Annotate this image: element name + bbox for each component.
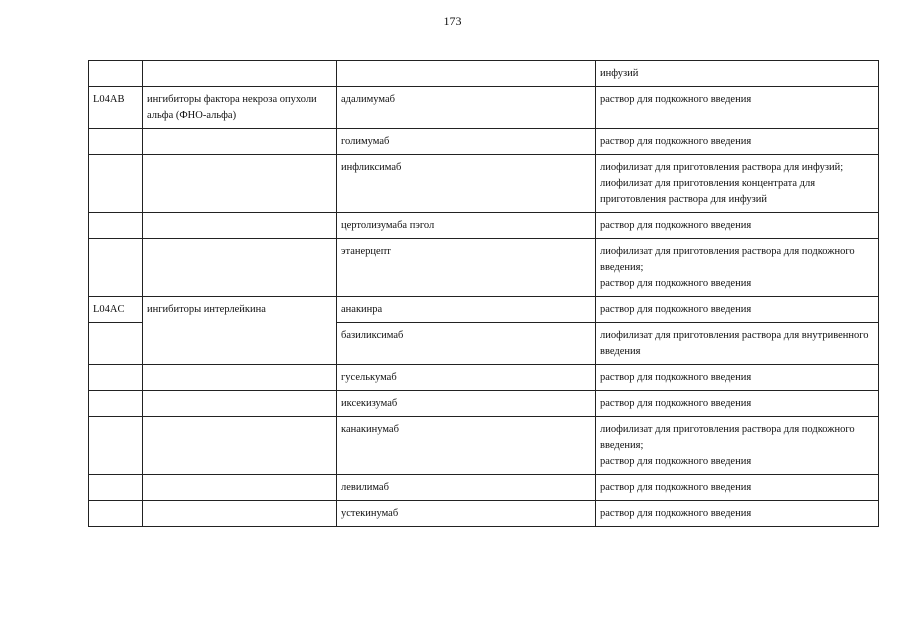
drug-name-cell: адалимумаб: [337, 87, 596, 129]
dosage-form-line: раствор для подкожного введения: [600, 94, 752, 105]
dosage-form-cell: [596, 87, 879, 129]
group-cell: [143, 129, 337, 155]
drug-name-cell: устекинумаб: [337, 501, 596, 527]
page-number: 173: [443, 14, 462, 28]
atc-code-cell: L04AC: [89, 297, 143, 323]
atc-code-cell: [89, 155, 143, 213]
dosage-form-line: раствор для подкожного введения: [600, 482, 752, 493]
drug-name-cell: левилимаб: [337, 475, 596, 501]
group-cell: ингибиторы интерлейкина: [143, 297, 337, 365]
table-row: [89, 297, 879, 323]
dosage-form-cell: [596, 323, 879, 365]
dosage-form-cell: [596, 475, 879, 501]
atc-code-cell: [89, 61, 143, 87]
dosage-form-line: инфузий: [600, 68, 639, 79]
group-cell: [143, 475, 337, 501]
drug-name-cell: гуселькумаб: [337, 365, 596, 391]
dosage-form-line: раствор для подкожного введения: [600, 372, 752, 383]
dosage-form-line: лиофилизат для приготовления раствора для подкожного введения;: [600, 424, 855, 451]
table-row: [89, 155, 879, 213]
dosage-form-cell: [596, 501, 879, 527]
table-row: [89, 239, 879, 297]
drug-name-cell: инфликсимаб: [337, 155, 596, 213]
dosage-form-line: раствор для подкожного введения: [600, 456, 752, 467]
dosage-form-cell: [596, 155, 879, 213]
table-row: [89, 475, 879, 501]
atc-code-cell: L04AB: [89, 87, 143, 129]
table-row: [89, 417, 879, 475]
drug-name-cell: [337, 61, 596, 87]
dosage-form-cell: [596, 297, 879, 323]
atc-code-cell: [89, 501, 143, 527]
dosage-form-line: раствор для подкожного введения: [600, 278, 752, 289]
dosage-form-cell: [596, 61, 879, 87]
group-cell: [143, 391, 337, 417]
group-cell: [143, 239, 337, 297]
atc-code-cell: [89, 365, 143, 391]
table-row: [89, 87, 879, 129]
drug-name-cell: цертолизумаба пэгол: [337, 213, 596, 239]
dosage-form-line: лиофилизат для приготовления раствора для внутривенного введения: [600, 330, 869, 357]
dosage-form-cell: [596, 391, 879, 417]
table-row: [89, 213, 879, 239]
dosage-form-line: раствор для подкожного введения: [600, 508, 752, 519]
drug-name-cell: анакинра: [337, 297, 596, 323]
atc-code-cell: [89, 475, 143, 501]
drug-name-cell: канакинумаб: [337, 417, 596, 475]
group-cell: [143, 417, 337, 475]
atc-code-cell: [89, 417, 143, 475]
group-cell: [143, 213, 337, 239]
dosage-form-cell: [596, 365, 879, 391]
atc-code-cell: [89, 323, 143, 365]
dosage-form-line: раствор для подкожного введения: [600, 304, 752, 315]
table-row: [89, 129, 879, 155]
drug-name-cell: иксекизумаб: [337, 391, 596, 417]
group-cell: [143, 61, 337, 87]
atc-code-cell: [89, 391, 143, 417]
dosage-form-line: лиофилизат для приготовления раствора для подкожного введения;: [600, 246, 855, 273]
table-row: [89, 391, 879, 417]
drug-name-cell: этанерцепт: [337, 239, 596, 297]
table-row: [89, 365, 879, 391]
atc-code-cell: [89, 129, 143, 155]
drug-name-cell: голимумаб: [337, 129, 596, 155]
table-row: [89, 501, 879, 527]
dosage-form-cell: [596, 129, 879, 155]
group-cell: [143, 155, 337, 213]
dosage-form-cell: [596, 213, 879, 239]
dosage-form-line: раствор для подкожного введения: [600, 136, 752, 147]
table-row: [89, 61, 879, 87]
group-cell: [143, 365, 337, 391]
atc-code-cell: [89, 239, 143, 297]
dosage-form-line: раствор для подкожного введения: [600, 398, 752, 409]
dosage-form-line: лиофилизат для приготовления раствора для инфузий;: [600, 162, 844, 173]
dosage-form-cell: [596, 239, 879, 297]
dosage-form-cell: [596, 417, 879, 475]
dosage-form-line: раствор для подкожного введения: [600, 220, 752, 231]
group-cell: [143, 501, 337, 527]
atc-code-cell: [89, 213, 143, 239]
group-cell: ингибиторы фактора некроза опухоли альфа (ФНО-альфа): [143, 87, 337, 129]
drug-table: [88, 60, 879, 527]
dosage-form-line: лиофилизат для приготовления концентрата для приготовления раствора для инфузий: [600, 178, 816, 205]
drug-name-cell: базиликсимаб: [337, 323, 596, 365]
